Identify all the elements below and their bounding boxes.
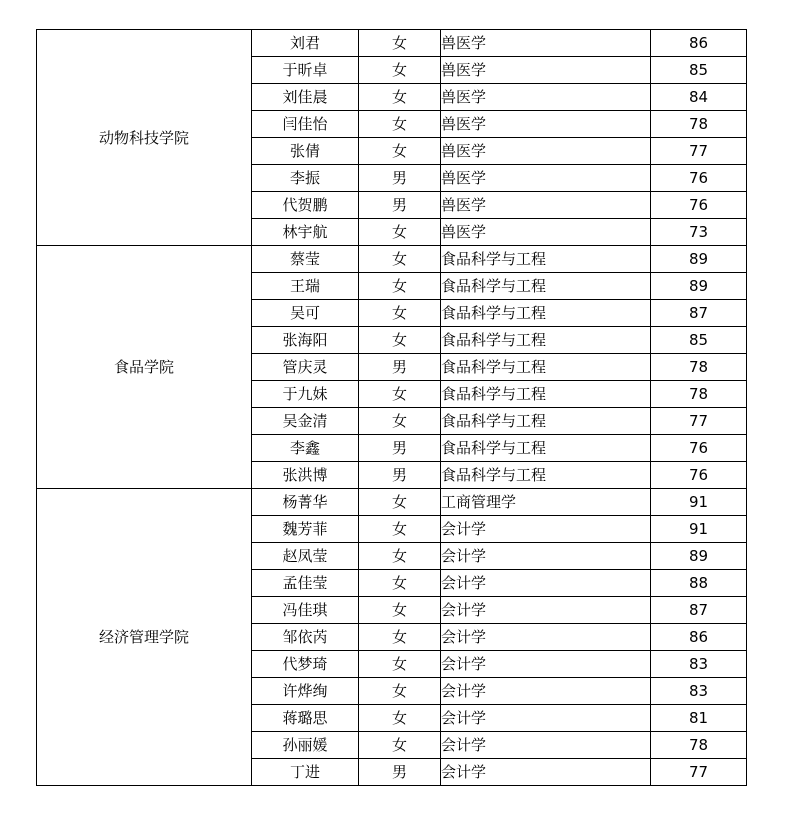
gender-cell: 女	[359, 624, 441, 651]
student-score-table	[36, 29, 747, 786]
gender-cell: 男	[359, 462, 441, 489]
score-cell: 83	[651, 651, 747, 678]
gender-cell: 女	[359, 705, 441, 732]
name-cell: 张倩	[252, 138, 359, 165]
major-cell: 会计学	[441, 651, 651, 678]
score-cell: 91	[651, 489, 747, 516]
score-cell: 78	[651, 354, 747, 381]
gender-cell: 女	[359, 651, 441, 678]
score-cell: 78	[651, 381, 747, 408]
score-cell: 85	[651, 57, 747, 84]
name-cell: 赵凤莹	[252, 543, 359, 570]
name-cell: 张洪博	[252, 462, 359, 489]
college-cell: 食品学院	[37, 246, 252, 489]
score-cell: 76	[651, 462, 747, 489]
gender-cell: 女	[359, 84, 441, 111]
major-cell: 兽医学	[441, 84, 651, 111]
major-cell: 会计学	[441, 516, 651, 543]
major-cell: 兽医学	[441, 219, 651, 246]
score-cell: 89	[651, 246, 747, 273]
name-cell: 于昕卓	[252, 57, 359, 84]
gender-cell: 女	[359, 327, 441, 354]
name-cell: 管庆灵	[252, 354, 359, 381]
gender-cell: 女	[359, 273, 441, 300]
gender-cell: 女	[359, 381, 441, 408]
major-cell: 工商管理学	[441, 489, 651, 516]
gender-cell: 男	[359, 435, 441, 462]
score-cell: 89	[651, 273, 747, 300]
gender-cell: 女	[359, 219, 441, 246]
gender-cell: 男	[359, 165, 441, 192]
major-cell: 食品科学与工程	[441, 462, 651, 489]
score-cell: 77	[651, 759, 747, 786]
score-cell: 78	[651, 111, 747, 138]
major-cell: 兽医学	[441, 57, 651, 84]
gender-cell: 女	[359, 732, 441, 759]
gender-cell: 女	[359, 300, 441, 327]
gender-cell: 女	[359, 489, 441, 516]
major-cell: 会计学	[441, 624, 651, 651]
score-cell: 73	[651, 219, 747, 246]
name-cell: 李振	[252, 165, 359, 192]
name-cell: 闫佳怡	[252, 111, 359, 138]
name-cell: 代贺鹏	[252, 192, 359, 219]
table-body	[37, 30, 747, 786]
score-cell: 78	[651, 732, 747, 759]
score-cell: 86	[651, 624, 747, 651]
table-row	[37, 246, 747, 273]
name-cell: 许烨绚	[252, 678, 359, 705]
name-cell: 冯佳琪	[252, 597, 359, 624]
score-cell: 77	[651, 408, 747, 435]
score-cell: 81	[651, 705, 747, 732]
major-cell: 兽医学	[441, 111, 651, 138]
score-cell: 91	[651, 516, 747, 543]
college-cell: 经济管理学院	[37, 489, 252, 786]
name-cell: 蔡莹	[252, 246, 359, 273]
major-cell: 会计学	[441, 705, 651, 732]
major-cell: 食品科学与工程	[441, 381, 651, 408]
name-cell: 代梦琦	[252, 651, 359, 678]
gender-cell: 女	[359, 408, 441, 435]
gender-cell: 男	[359, 354, 441, 381]
score-cell: 83	[651, 678, 747, 705]
name-cell: 吴金清	[252, 408, 359, 435]
score-cell: 76	[651, 192, 747, 219]
name-cell: 吴可	[252, 300, 359, 327]
major-cell: 兽医学	[441, 30, 651, 57]
gender-cell: 女	[359, 543, 441, 570]
major-cell: 食品科学与工程	[441, 246, 651, 273]
name-cell: 魏芳菲	[252, 516, 359, 543]
score-cell: 87	[651, 300, 747, 327]
name-cell: 刘佳晨	[252, 84, 359, 111]
gender-cell: 女	[359, 597, 441, 624]
score-cell: 89	[651, 543, 747, 570]
score-cell: 77	[651, 138, 747, 165]
major-cell: 食品科学与工程	[441, 408, 651, 435]
major-cell: 兽医学	[441, 192, 651, 219]
name-cell: 王瑞	[252, 273, 359, 300]
gender-cell: 男	[359, 192, 441, 219]
name-cell: 孙丽媛	[252, 732, 359, 759]
score-cell: 76	[651, 435, 747, 462]
major-cell: 会计学	[441, 759, 651, 786]
name-cell: 孟佳莹	[252, 570, 359, 597]
gender-cell: 女	[359, 678, 441, 705]
score-cell: 85	[651, 327, 747, 354]
gender-cell: 女	[359, 570, 441, 597]
score-cell: 88	[651, 570, 747, 597]
name-cell: 林宇航	[252, 219, 359, 246]
gender-cell: 女	[359, 111, 441, 138]
name-cell: 张海阳	[252, 327, 359, 354]
major-cell: 食品科学与工程	[441, 435, 651, 462]
name-cell: 丁进	[252, 759, 359, 786]
major-cell: 会计学	[441, 597, 651, 624]
table-row	[37, 489, 747, 516]
score-cell: 76	[651, 165, 747, 192]
name-cell: 邹依芮	[252, 624, 359, 651]
name-cell: 李鑫	[252, 435, 359, 462]
major-cell: 兽医学	[441, 138, 651, 165]
major-cell: 食品科学与工程	[441, 300, 651, 327]
major-cell: 兽医学	[441, 165, 651, 192]
score-cell: 86	[651, 30, 747, 57]
college-cell: 动物科技学院	[37, 30, 252, 246]
gender-cell: 女	[359, 138, 441, 165]
name-cell: 杨菁华	[252, 489, 359, 516]
major-cell: 会计学	[441, 543, 651, 570]
score-cell: 87	[651, 597, 747, 624]
gender-cell: 女	[359, 246, 441, 273]
table-row	[37, 30, 747, 57]
gender-cell: 女	[359, 30, 441, 57]
gender-cell: 女	[359, 57, 441, 84]
major-cell: 食品科学与工程	[441, 273, 651, 300]
name-cell: 刘君	[252, 30, 359, 57]
major-cell: 食品科学与工程	[441, 327, 651, 354]
score-cell: 84	[651, 84, 747, 111]
major-cell: 食品科学与工程	[441, 354, 651, 381]
gender-cell: 女	[359, 516, 441, 543]
name-cell: 蒋璐思	[252, 705, 359, 732]
major-cell: 会计学	[441, 678, 651, 705]
major-cell: 会计学	[441, 732, 651, 759]
gender-cell: 男	[359, 759, 441, 786]
name-cell: 于九妹	[252, 381, 359, 408]
major-cell: 会计学	[441, 570, 651, 597]
